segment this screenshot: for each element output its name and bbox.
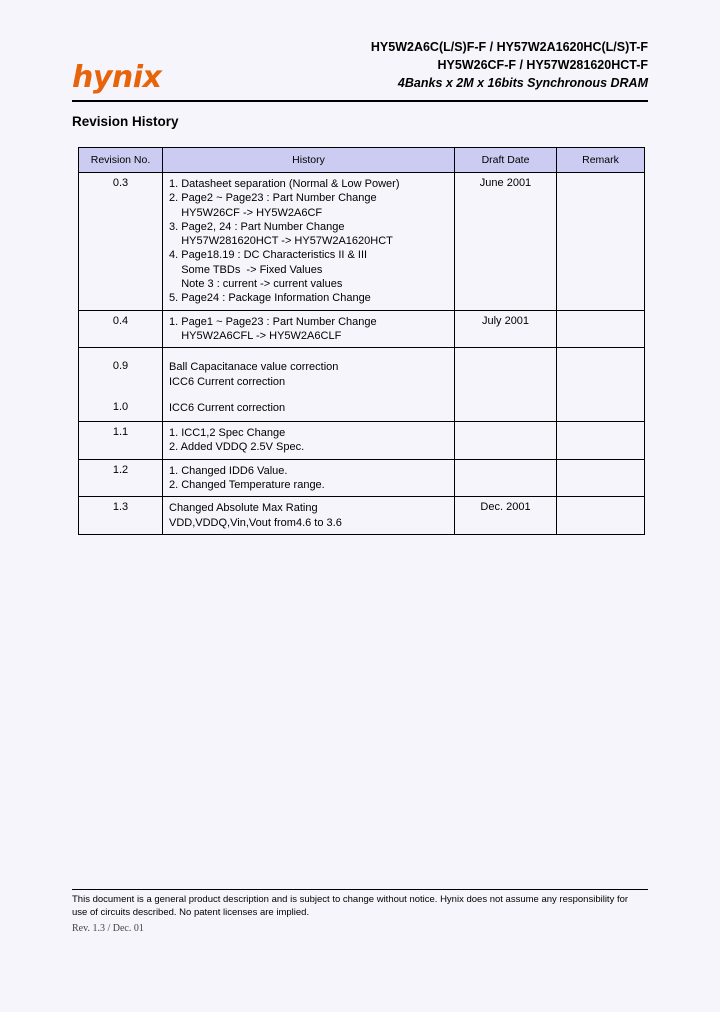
history-line: ICC6 Current correction (169, 401, 286, 414)
table-row (79, 393, 645, 422)
cell-remark (557, 393, 645, 422)
cell-history (163, 173, 455, 311)
table-row (79, 459, 645, 497)
table-row (79, 497, 645, 535)
history-line: 1. ICC1,2 Spec Change (169, 427, 286, 440)
history-line: 3. Page2, 24 : Part Number Change (169, 220, 345, 233)
cell-history (163, 310, 455, 348)
cell-revision-no: 0.9 (79, 348, 163, 393)
cell-remark (557, 173, 645, 311)
cell-history (163, 348, 455, 393)
history-line: Note 3 : current -> current values (169, 278, 343, 291)
cell-remark (557, 310, 645, 348)
history-line: 2. Changed Temperature range. (169, 479, 325, 492)
hynix-logo: hynix (72, 60, 162, 95)
history-line: HY5W2A6CFL -> HY5W2A6CLF (169, 329, 342, 342)
history-line: 4. Page18.19 : DC Characteristics II & III (169, 249, 368, 262)
cell-history (163, 497, 455, 535)
cell-remark (557, 497, 645, 535)
cell-draft-date: Dec. 2001 (455, 497, 557, 535)
cell-history (163, 422, 455, 460)
table-row (79, 173, 645, 311)
cell-history (163, 393, 455, 422)
history-line: Ball Capacitanace value correction (169, 361, 339, 374)
table-row (79, 310, 645, 348)
cell-revision-no: 1.0 (79, 393, 163, 422)
cell-revision-no: 1.3 (79, 497, 163, 535)
history-line: VDD,VDDQ,Vin,Vout from4.6 to 3.6 (169, 516, 342, 529)
cell-draft-date: June 2001 (455, 173, 557, 311)
history-line: HY57W281620HCT -> HY57W2A1620HCT (169, 235, 393, 248)
header-divider (72, 100, 648, 102)
header-line-2: HY5W26CF-F / HY57W281620HCT-F (437, 58, 648, 73)
footer-disclaimer-line-2: use of circuits described. No patent licenses are implied. (72, 906, 310, 918)
header-line-1: HY5W2A6C(L/S)F-F / HY57W2A1620HC(L/S)T-F (370, 40, 648, 54)
cell-history (163, 459, 455, 497)
cell-revision-no: 1.1 (79, 422, 163, 460)
header-line-3: 4Banks x 2M x 16bits Synchronous DRAM (397, 76, 648, 91)
table-row (79, 348, 645, 393)
cell-remark (557, 348, 645, 393)
cell-draft-date (455, 393, 557, 422)
cell-revision-no: 1.2 (79, 459, 163, 497)
header-part-numbers (371, 38, 648, 92)
history-line: 2. Page2 ~ Page23 : Part Number Change (169, 192, 377, 205)
revision-history-table (78, 147, 645, 535)
page-footer (72, 894, 648, 934)
page-title: Revision History (72, 114, 179, 129)
cell-draft-date (455, 422, 557, 460)
cell-revision-no: 0.3 (79, 173, 163, 311)
table-row (79, 422, 645, 460)
column-header-remark: Remark (557, 148, 645, 173)
history-line: ICC6 Current correction (169, 375, 286, 388)
cell-draft-date: July 2001 (455, 310, 557, 348)
history-line: HY5W26CF -> HY5W2A6CF (169, 206, 323, 219)
footer-divider (72, 889, 648, 890)
history-line: 1. Datasheet separation (Normal & Low Power) (169, 178, 400, 190)
cell-remark (557, 422, 645, 460)
history-line: Changed Absolute Max Rating (169, 502, 318, 515)
history-line: 2. Added VDDQ 2.5V Spec. (169, 441, 305, 454)
column-header-revision-no: Revision No. (79, 148, 163, 173)
history-line: 5. Page24 : Package Information Change (169, 292, 371, 305)
column-header-draft-date: Draft Date (455, 148, 557, 173)
footer-revision: Rev. 1.3 / Dec. 01 (72, 922, 144, 934)
cell-draft-date (455, 348, 557, 393)
cell-draft-date (455, 459, 557, 497)
history-line: 1. Changed IDD6 Value. (169, 464, 288, 477)
history-line: Some TBDs -> Fixed Values (169, 263, 323, 276)
cell-revision-no: 0.4 (79, 310, 163, 348)
column-header-history: History (163, 148, 455, 173)
history-line: 1. Page1 ~ Page23 : Part Number Change (169, 315, 377, 328)
cell-remark (557, 459, 645, 497)
footer-disclaimer-line-1: This document is a general product description and is subject to change without notice. Hynix does not assume any responsibility for (72, 894, 629, 905)
table-header-row (79, 148, 645, 173)
